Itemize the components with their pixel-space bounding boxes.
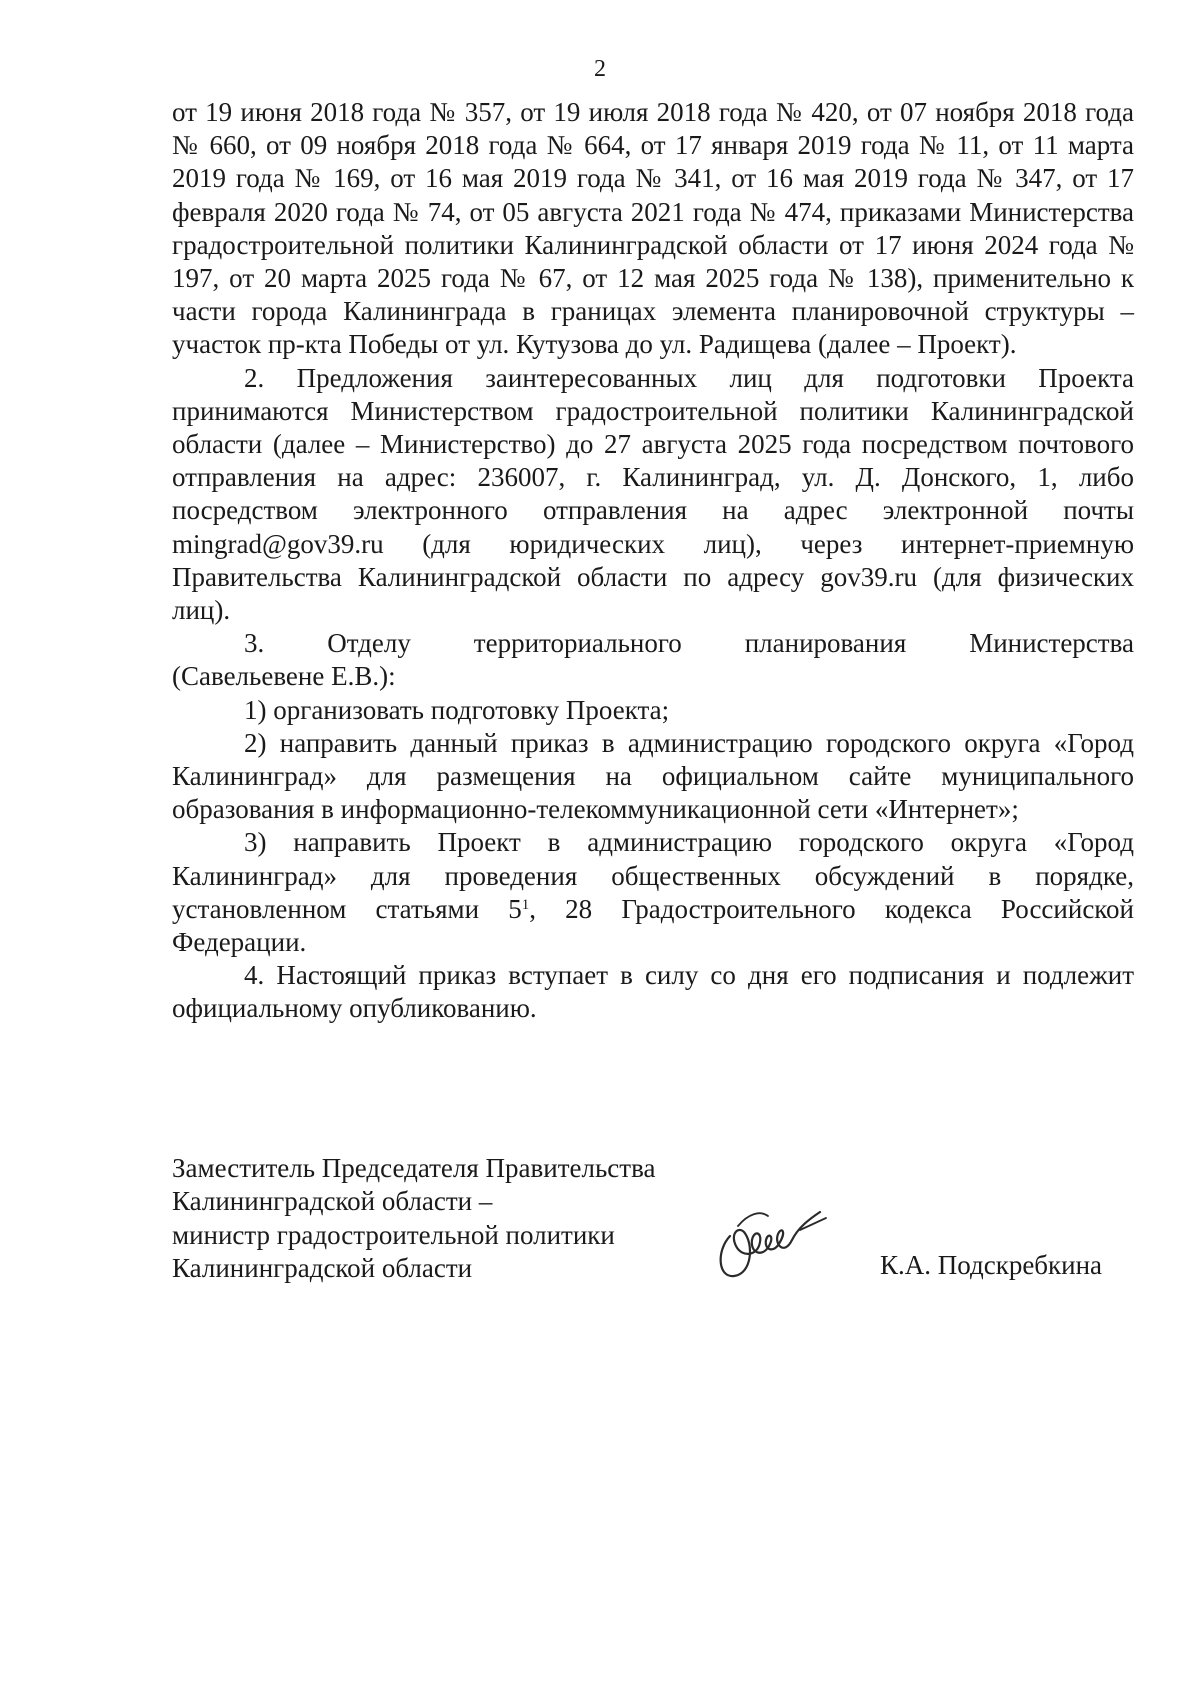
item-3-first-line xyxy=(172,627,1134,660)
item-3-word: планирования xyxy=(744,628,907,659)
item-3-subitem-1: 1) организовать подготовку Проекта; xyxy=(244,694,670,725)
item-3-subitem-3 xyxy=(172,826,1134,959)
signatory-title-line: Калининградской области – xyxy=(172,1186,493,1217)
subitem-3-text-start: 3) направить Проект в администрацию городского округа «Город Калининград» для проведения общественных обсуждений в порядке, установленном статьями 5 xyxy=(172,827,1134,924)
handwritten-signature xyxy=(708,1196,838,1286)
signatory-title-line: Заместитель Председателя Правительства xyxy=(172,1153,656,1183)
signatory-title-line: Калининградской области xyxy=(172,1253,473,1284)
intro-paragraph: от 19 июня 2018 года № 357, от 19 июля 2018 года № 420, от 07 ноября 2018 года № 660, от 09 ноября 2018 года № 664, от 17 января 2019 года № 11, от 11 марта 2019 года № 169, от 16 мая 2019 года № 341, от 16 мая 2019 года № 347, от 17 февраля 2020 года № 74, от 05 августа 2021 года № 474, приказами Министерства градостроительной политики Калининградской области от 17 июня 2024 года № 197, от 20 марта 2025 года № 67, от 12 мая 2025 года № 138), применительно к части города Калининграда в границах элемента планировочной структуры – участок пр-кта Победы от ул. Кутузова до ул. Радищева (далее – Проект). xyxy=(172,97,1134,360)
signatory-title xyxy=(172,1152,655,1286)
superscript-1: 1 xyxy=(521,896,530,913)
item-3-word: территориального xyxy=(473,628,682,659)
signer-name: К.А. Подскребкина xyxy=(880,1250,1103,1280)
item-3-word: Министерства xyxy=(969,628,1134,659)
item-2-paragraph: 2. Предложения заинтересованных лиц для подготовки Проекта принимаются Министерством градостроительной политики Калининградской области (далее – Министерство) до 27 августа 2025 года посредством почтового отправления на адрес: 236007, г. Калининград, ул. Д. Донского, 1, либо посредством электронного отправления на адрес электронной почты mingrad@gov39.ru (для юридических лиц), через интернет-приемную Правительства Калининградской области по адресу gov39.ru (для физических лиц). xyxy=(172,362,1134,626)
item-3-second-line: (Савельевене Е.В.): xyxy=(172,661,396,692)
item-3-number: 3. xyxy=(244,628,265,659)
document-body xyxy=(172,96,1134,1026)
item-3-subitem-2: 2) направить данный приказ в администрацию городского округа «Город Калининград» для размещения на официальном сайте муниципального образования в информационно-телекоммуникационной сети «Интернет»; xyxy=(172,727,1134,825)
item-4-paragraph: 4. Настоящий приказ вступает в силу со дня его подписания и подлежит официальному опубликованию. xyxy=(172,960,1134,1024)
page-number: 2 xyxy=(594,56,606,82)
subitem-3-text-end: , 28 Градостроительного кодекса Российской Федерации. xyxy=(172,893,1134,958)
item-3-word: Отделу xyxy=(327,628,411,659)
signatory-title-line: министр градостроительной политики xyxy=(172,1219,615,1250)
